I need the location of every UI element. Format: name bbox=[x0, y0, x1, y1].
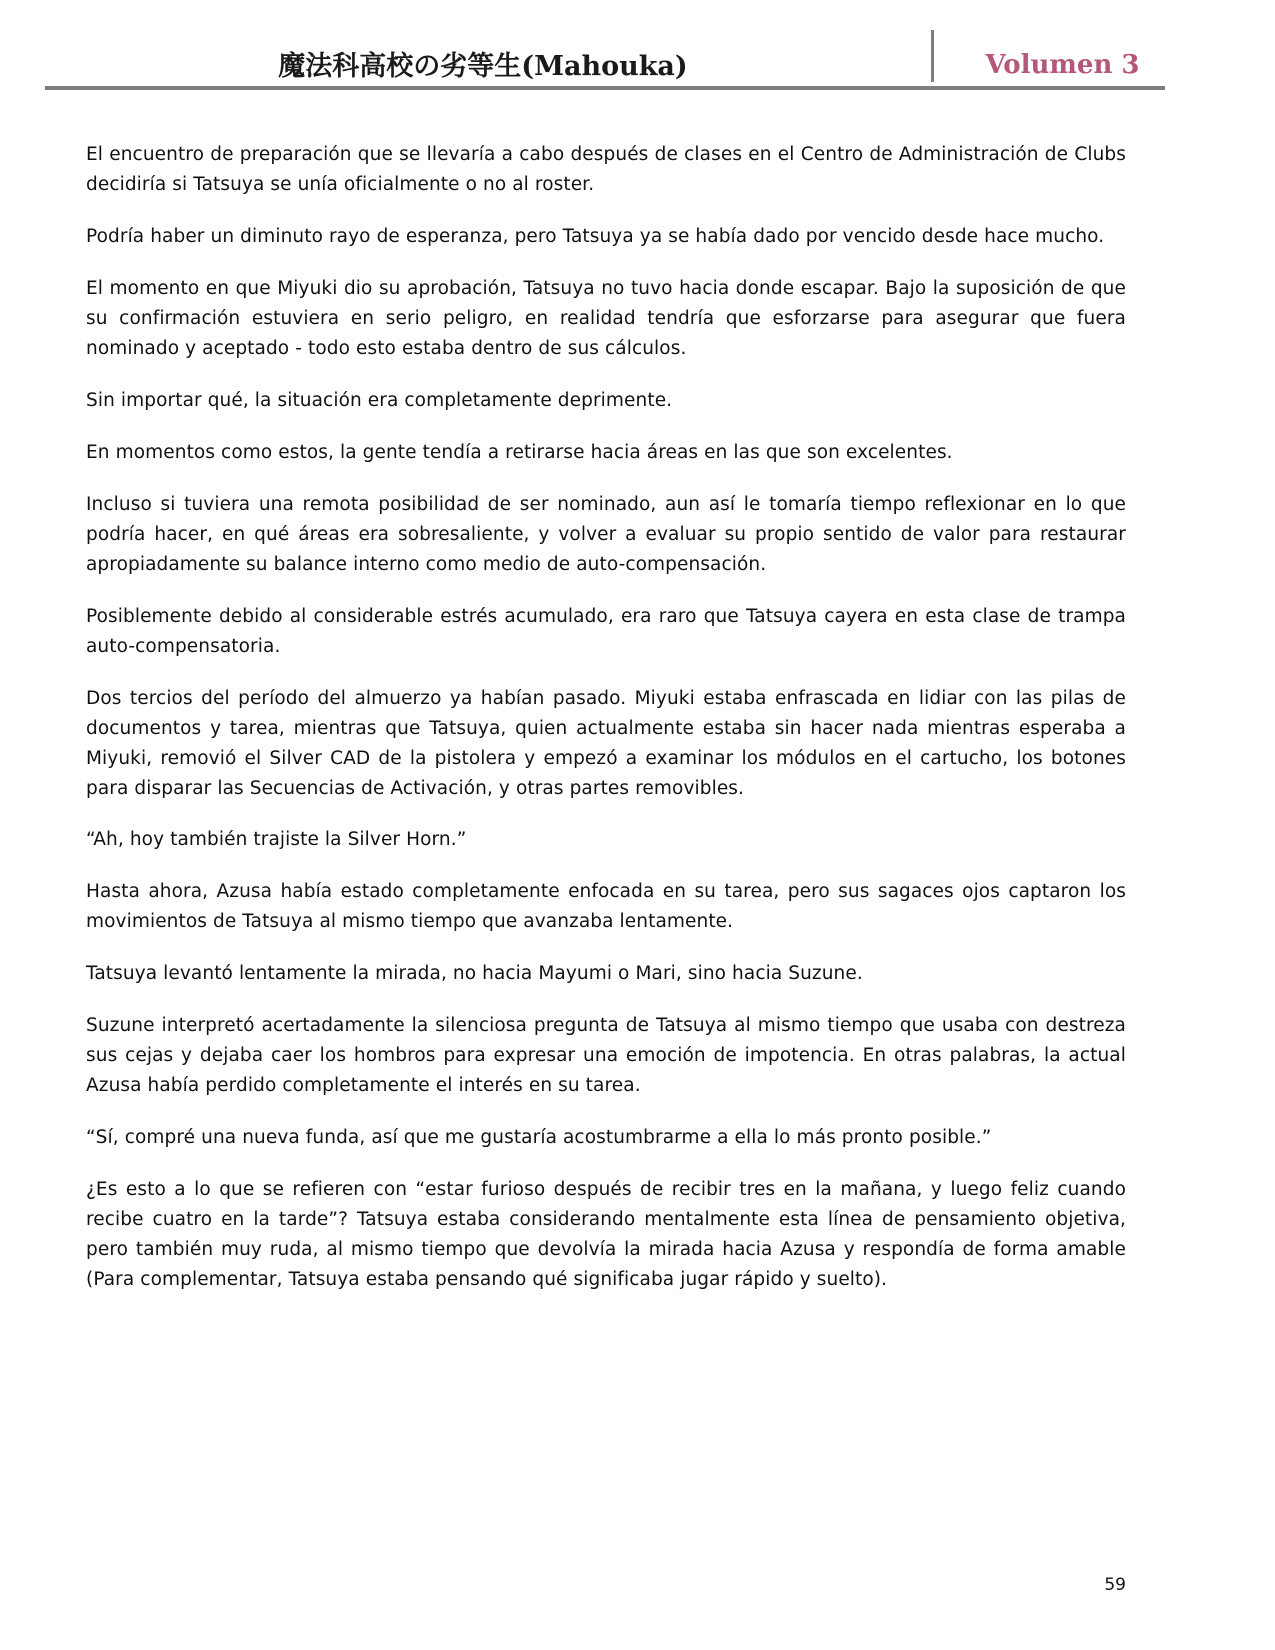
paragraph: El encuentro de preparación que se llevaría a cabo después de clases en el Centro de Administración de Clubs decidiría si Tatsuya se unía oficialmente o no al roster. bbox=[86, 144, 1126, 195]
paragraph-dialogue: “Ah, hoy también trajiste la Silver Horn.” bbox=[86, 829, 467, 851]
paragraph: Podría haber un diminuto rayo de esperanza, pero Tatsuya ya se había dado por vencido desde hace mucho. bbox=[86, 225, 1105, 247]
volume-label: Volumen 3 bbox=[985, 50, 1140, 80]
header-title-zone bbox=[45, 52, 931, 82]
header-vertical-divider bbox=[931, 30, 934, 82]
paragraph: Tatsuya levantó lentamente la mirada, no hacia Mayumi o Mari, sino hacia Suzune. bbox=[86, 963, 863, 985]
header-row bbox=[45, 26, 1165, 82]
paragraph: Incluso si tuviera una remota posibilidad de ser nominado, aun así le tomaría tiempo reflexionar en lo que podría hacer, en qué áreas era sobresaliente, y volver a evaluar su propio sentido de valor para restaurar apropiadamente su balance interno como medio de auto-compensación. bbox=[86, 493, 1126, 575]
paragraph: El momento en que Miyuki dio su aprobación, Tatsuya no tuvo hacia donde escapar. Bajo la suposición de que su confirmación estuviera en serio peligro, en realidad tendría que esforzarse para asegurar que fuera nominado y aceptado - todo esto estaba dentro de sus cálculos. bbox=[86, 277, 1126, 359]
page-title-japanese: 魔法科高校の劣等生 bbox=[278, 51, 522, 83]
paragraph: En momentos como estos, la gente tendía a retirarse hacia áreas en las que son excelentes. bbox=[86, 441, 953, 463]
paragraph-dialogue: “Sí, compré una nueva funda, así que me gustaría acostumbrarme a ella lo más pronto posible.” bbox=[86, 1127, 992, 1149]
paragraph: ¿Es esto a lo que se refieren con “estar furioso después de recibir tres en la mañana, y luego feliz cuando recibe cuatro en la tarde”? Tatsuya estaba considerando mentalmente esta línea de pensamiento objetiva, pero también muy ruda, al mismo tiempo que devolvía la mirada hacia Azusa y respondía de forma amable (Para complementar, Tatsuya estaba pensando qué significaba jugar rápido y suelto). bbox=[86, 1179, 1126, 1291]
page-footer bbox=[86, 1575, 1126, 1595]
paragraph: Posiblemente debido al considerable estrés acumulado, era raro que Tatsuya cayera en esta clase de trampa auto-compensatoria. bbox=[86, 605, 1126, 657]
document-body bbox=[86, 140, 1126, 1295]
paragraph: Dos tercios del período del almuerzo ya habían pasado. Miyuki estaba enfrascada en lidiar con las pilas de documentos y tarea, mientras que Tatsuya, quien actualmente estaba sin hacer nada mientras esperaba a Miyuki, removió el Silver CAD de la pistolera y empezó a examinar los módulos en el cartucho, los botones para disparar las Secuencias de Activación, y otras partes removibles. bbox=[86, 687, 1126, 799]
paragraph: Suzune interpretó acertadamente la silenciosa pregunta de Tatsuya al mismo tiempo que usaba con destreza sus cejas y dejaba caer los hombros para expresar una emoción de impotencia. En otras palabras, la actual Azusa había perdido completamente el interés en su tarea. bbox=[86, 1015, 1126, 1097]
header-horizontal-rule bbox=[45, 86, 1165, 90]
page-title-latin: (Mahouka) bbox=[521, 51, 688, 83]
page-header bbox=[45, 26, 1165, 88]
paragraph: Hasta ahora, Azusa había estado completamente enfocada en su tarea, pero sus sagaces ojos captaron los movimientos de Tatsuya al mismo tiempo que avanzaba lentamente. bbox=[86, 881, 1126, 933]
page-number: 59 bbox=[1104, 1575, 1126, 1595]
paragraph: Sin importar qué, la situación era completamente deprimente. bbox=[86, 389, 673, 411]
